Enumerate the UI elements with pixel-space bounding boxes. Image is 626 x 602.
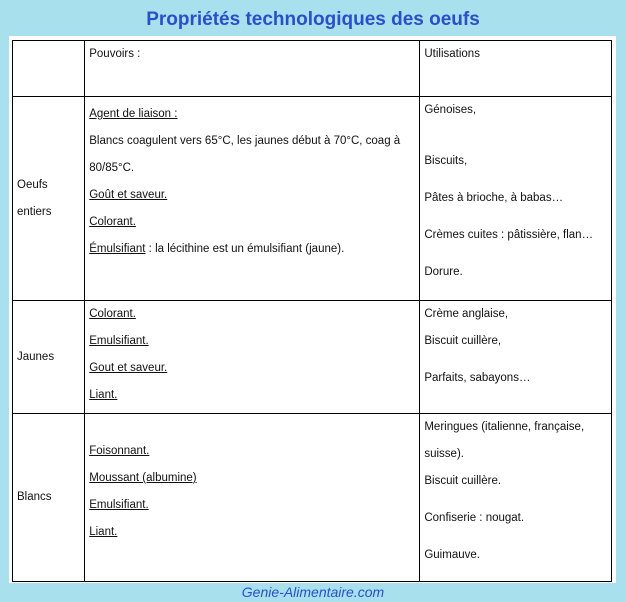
utilisations-cell — [420, 414, 612, 582]
pouvoir-item: Liant. — [89, 389, 118, 401]
pouvoirs-cell — [85, 97, 420, 301]
table-row — [13, 97, 612, 301]
header-cell-utilisations: Utilisations — [420, 41, 612, 97]
utilisation-item: Confiserie : nougat. — [424, 512, 525, 524]
pouvoirs-cell — [85, 301, 420, 414]
utilisation-item: Parfaits, sabayons… — [424, 372, 531, 384]
pouvoir-item: Liant. — [89, 526, 118, 538]
properties-table — [12, 40, 612, 582]
pouvoir-item-rest: : la lécithine est un émulsifiant (jaune). — [145, 243, 345, 255]
pouvoir-item: 80/85°C. — [89, 162, 135, 174]
utilisation-item: Biscuits, — [424, 155, 468, 167]
pouvoir-item: Colorant. — [89, 308, 136, 320]
pouvoir-item: Emulsifiant. — [89, 335, 149, 347]
page-title: Propriétés technologiques des oeufs — [146, 9, 480, 30]
utilisation-item: Biscuit cuillère, — [424, 335, 502, 347]
table-row — [13, 301, 612, 414]
pouvoir-spacer — [89, 414, 415, 438]
pouvoir-item: Emulsifiant. — [89, 499, 149, 511]
utilisation-item: Génoises, — [424, 104, 477, 116]
utilisation-spacer — [424, 124, 607, 148]
utilisation-item: Pâtes à brioche, à babas… — [424, 192, 564, 204]
row-label-jaunes: Jaunes — [13, 301, 85, 414]
pouvoir-item: Foisonnant. — [89, 445, 150, 457]
utilisations-cell — [420, 301, 612, 414]
footer-site-name: Genie-Alimentaire.com — [241, 584, 385, 600]
pouvoir-item-underlined: Émulsifiant — [89, 243, 146, 255]
pouvoir-item: Moussant (albumine) — [89, 472, 197, 484]
row-label-oeufs-entiers — [13, 97, 85, 301]
pouvoir-item: Goût et saveur. — [89, 189, 168, 201]
table-header-row — [13, 41, 612, 97]
table-row — [13, 414, 612, 582]
utilisation-spacer — [424, 495, 607, 505]
header-cell-pouvoirs: Pouvoirs : — [85, 41, 420, 97]
pouvoir-item: Colorant. — [89, 216, 136, 228]
utilisation-item: Meringues (italienne, française, — [424, 421, 585, 433]
pouvoirs-cell — [85, 414, 420, 582]
utilisation-item: Biscuit cuillère. — [424, 475, 502, 487]
document-sheet — [9, 36, 616, 583]
utilisation-item: Guimauve. — [424, 549, 480, 561]
row-label-blancs: Blancs — [13, 414, 85, 582]
utilisations-cell — [420, 97, 612, 301]
pouvoir-item: Gout et saveur. — [89, 362, 168, 374]
utilisation-item: Crèmes cuites : pâtissière, flan… — [424, 229, 594, 241]
pouvoir-item: Blancs coagulent vers 65°C, les jaunes début à 70°C, coag à — [89, 135, 401, 147]
utilisation-spacer — [424, 532, 607, 542]
utilisation-item: Dorure. — [424, 266, 463, 278]
utilisation-item: suisse). — [424, 448, 464, 460]
row-label-line: Oeufs — [17, 178, 48, 191]
utilisation-spacer — [424, 249, 607, 259]
utilisation-spacer — [424, 355, 607, 365]
utilisation-spacer — [424, 212, 607, 222]
utilisation-item: Crème anglaise, — [424, 308, 509, 320]
pouvoir-item: Agent de liaison : — [89, 108, 178, 120]
row-label-line: entiers — [17, 205, 52, 218]
utilisation-spacer — [424, 175, 607, 185]
pouvoir-item — [89, 236, 415, 263]
header-cell-empty — [13, 41, 85, 97]
